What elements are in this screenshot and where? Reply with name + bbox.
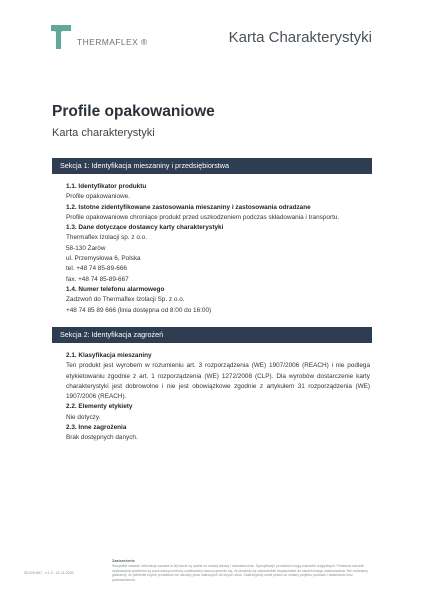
document-code: 00.025.897 - v.1.0 - 21.11.2020: [24, 571, 74, 575]
emergency-phone: +48 74 85 89 666 (linia dostępna od 8:00 do 16:00): [66, 306, 212, 314]
subsection-2-3-heading: 2.3. Inne zagrożenia: [66, 424, 127, 432]
supplier-street: ul. Przemysłowa 6, Polska: [66, 255, 141, 263]
subsection-1-4-heading: 1.4. Numer telefonu alarmowego: [66, 285, 165, 293]
brand-name: THERMAFLEX ®: [77, 37, 148, 47]
classification-text: Ten produkt jest wyrobem w rozumieniu art. 3 rozporządzenia (WE) 1907/2006 (REACH) i nie podlega etykietowaniu zgodnie z art. 1 rozporządzenia (WE) 1272/2008 (CLP). Dla wyrobów dostarczenie karty charakterystyki jest dobrowolne i nie jest obowiązkowe zgodnie z artykułem 31 rozporządzenia (WE) 1907/2006 (REACH).: [66, 362, 370, 401]
subsection-1-3-heading: 1.3. Dane dotyczące dostawcy karty charakterystyki: [66, 224, 224, 232]
section-2: [52, 327, 372, 444]
section-1-header: Sekcja 1: Identyfikacja mieszaniny i przedsiębiorstwa: [52, 158, 372, 174]
subsection-1-1-heading: 1.1. Identyfikator produktu: [66, 183, 147, 190]
title-block: [52, 103, 215, 139]
subsection-2-2-heading: 2.2. Elementy etykiety: [66, 403, 133, 411]
section-2-body: [52, 343, 372, 444]
document-title: Karta Charakterystyki: [228, 29, 372, 46]
brand-logo: [50, 24, 148, 50]
section-2-header: Sekcja 2: Identyfikacja zagrożeń: [52, 327, 372, 343]
identified-uses: Profile opakowaniowe chroniące produkt przed uszkodzeniem podczas składowania i transportu.: [66, 213, 340, 221]
disclaimer-title: Zastrzeżenie: [112, 559, 135, 563]
subsection-2-1-heading: 2.1. Klasyfikacja mieszaniny: [66, 352, 152, 359]
supplier-name: Thermaflex Izolacji sp. z o.o.: [66, 234, 147, 242]
label-elements-text: Nie dotyczy.: [66, 413, 101, 421]
supplier-city: 58-130 Żarów: [66, 244, 106, 252]
section-1: [52, 158, 372, 316]
disclaimer-text: Wszystkie zawarte informacje zawarte w tej karcie są oparte na naszej wiedzy i doświadczeniu. Specyfikacje produktów mogą zharakter względnych. Ponieważ warunki użytkowania systemów są poza naszą kontrolą, użytkownicy muszą upewnić się, że produkty są odpowiednie dopasowane do zamierzonego zastosowania. Nie udzielamy gwarancji, że pełnienie użycie produktów nie naruszy praw należących do innych stron. Zastrzegamy sobie prawo do zmiany projektu produktu i właściwości bez powiadomienia.: [112, 564, 368, 582]
product-subtitle: Karta charakterystyki: [52, 127, 155, 139]
supplier-fax: fax. +48 74 85-89-667: [66, 275, 129, 283]
supplier-phone: tel. +48 74 85-89-666: [66, 265, 127, 273]
other-hazards-text: Brak dostępnych danych.: [66, 434, 138, 442]
subsection-1-2-heading: 1.2. Istotne zidentyfikowane zastosowania mieszaniny i zastosowania odradzane: [66, 203, 311, 211]
product-identifier: Profile opakowaniowe.: [66, 193, 130, 201]
product-title: Profile opakowaniowe: [52, 103, 215, 120]
thermaflex-logo-icon: [50, 24, 72, 50]
emergency-contact: Zadzwoń do Thermaflex Izolacji Sp. z o.o.: [66, 296, 185, 304]
page-header: [0, 0, 424, 70]
section-1-body: [52, 174, 372, 316]
